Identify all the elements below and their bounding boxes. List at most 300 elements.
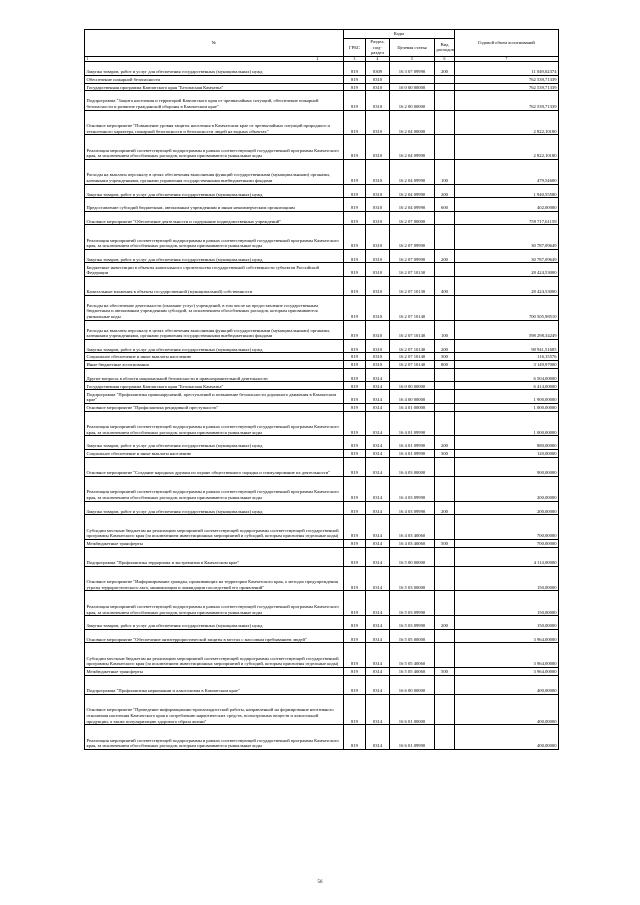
row-name: Государственная программа Камчатского края "Безопасная Камчатка" <box>85 382 344 390</box>
column-index <box>85 56 344 61</box>
row-target: 16 2 07 10130 <box>390 276 435 295</box>
row-amount: 150,00000 <box>455 591 559 616</box>
table-row <box>85 616 559 630</box>
row-name: Расходы на обеспечение деятельности (оказание услуг) учреждений, в том числе на предоставление государственным бюджетным и автономным учреждениям субсидий, за исключением обособленных расходов, которым присваиваются уникальные коды <box>85 295 344 320</box>
row-grbs: 819 <box>344 135 366 160</box>
row-grbs: 819 <box>344 91 366 110</box>
row-vid <box>435 91 455 110</box>
column-index: 5 <box>390 56 435 61</box>
row-vid <box>435 403 455 411</box>
row-razdel: 0310 <box>366 135 390 160</box>
row-razdel: 0314 <box>366 411 390 436</box>
row-grbs: 819 <box>344 476 366 501</box>
table-row <box>85 361 559 369</box>
row-grbs: 819 <box>344 320 366 339</box>
row-grbs: 819 <box>344 263 366 277</box>
table-row <box>85 135 559 160</box>
row-amount: 2 822,10180 <box>455 110 559 135</box>
row-amount: 28 424,53000 <box>455 276 559 295</box>
row-grbs: 819 <box>344 515 366 540</box>
row-target: 16 6 01 00000 <box>390 694 435 724</box>
row-grbs: 819 <box>344 295 366 320</box>
row-grbs: 819 <box>344 159 366 184</box>
row-razdel: 0310 <box>366 339 390 353</box>
row-razdel: 0310 <box>366 211 390 225</box>
row-amount: 6 414,00000 <box>455 382 559 390</box>
row-name: Закупка товаров, работ и услуг для обеспечения государственных (муниципальных) нужд <box>85 501 344 515</box>
row-amount: 150,00000 <box>455 616 559 630</box>
table-row <box>85 110 559 135</box>
table-row <box>85 339 559 353</box>
row-amount: 6 504,00000 <box>455 368 559 382</box>
row-target: 16 2 07 09990 <box>390 225 435 250</box>
row-name: Подпрограмма "Профилактика наркомании и алкоголизма в Камчатском крае" <box>85 675 344 694</box>
table-row <box>85 263 559 277</box>
row-target: 16 2 07 10130 <box>390 263 435 277</box>
row-razdel: 0314 <box>366 449 390 457</box>
table-row <box>85 566 559 591</box>
row-grbs: 819 <box>344 547 366 566</box>
row-name: Реализация мероприятий соответствующей подпрограммы в рамках соответствующей государственной программы Камчатского края, за исключением обособленных расходов, которым присваиваются уникальные коды <box>85 476 344 501</box>
row-razdel: 0310 <box>366 110 390 135</box>
table-row <box>85 501 559 515</box>
row-amount: 11 049,02374 <box>455 62 559 76</box>
row-vid <box>435 368 455 382</box>
row-razdel: 0310 <box>366 320 390 339</box>
row-amount: 402,00000 <box>455 198 559 212</box>
row-name: Реализация мероприятий соответствующей подпрограммы в рамках соответствующей государственной программы Камчатского края, за исключением обособленных расходов, которым присваиваются уникальные коды <box>85 725 344 750</box>
row-vid <box>435 390 455 404</box>
row-grbs: 819 <box>344 667 366 675</box>
table-row <box>85 91 559 110</box>
row-grbs: 819 <box>344 539 366 547</box>
row-target: 16 3 07 09990 <box>390 62 435 76</box>
row-target: 16 4 00 00000 <box>390 390 435 404</box>
table-row <box>85 198 559 212</box>
row-razdel: 0310 <box>366 75 390 83</box>
row-razdel: 0314 <box>366 382 390 390</box>
row-vid <box>435 382 455 390</box>
row-grbs: 819 <box>344 225 366 250</box>
row-amount: 479,54600 <box>455 159 559 184</box>
row-razdel: 0310 <box>366 361 390 369</box>
row-grbs: 819 <box>344 198 366 212</box>
row-name: Закупка товаров, работ и услуг для обеспечения государственных (муниципальных) нужд <box>85 249 344 263</box>
row-grbs: 819 <box>344 184 366 198</box>
row-target: 16 2 00 00000 <box>390 91 435 110</box>
row-name: Расходы на выплаты персоналу в целях обеспечения выполнения функций государственными (муниципальными) органами, казенными учреждениями, органами управления государственными внебюджетными фондами <box>85 320 344 339</box>
row-amount: 3 964,00000 <box>455 629 559 643</box>
row-vid: 200 <box>435 436 455 450</box>
row-vid <box>435 591 455 616</box>
row-grbs: 819 <box>344 276 366 295</box>
row-razdel: 0314 <box>366 476 390 501</box>
row-name: Закупка товаров, работ и услуг для обеспечения государственных (муниципальных) нужд <box>85 62 344 76</box>
row-razdel: 0310 <box>366 263 390 277</box>
row-name: Межбюджетные трансферты <box>85 539 344 547</box>
row-grbs: 819 <box>344 449 366 457</box>
row-vid <box>435 411 455 436</box>
row-vid: 200 <box>435 249 455 263</box>
row-amount: 700,00000 <box>455 515 559 540</box>
row-name: Капитальные вложения в объекты государственной (муниципальной) собственности <box>85 276 344 295</box>
row-name: Реализация мероприятий соответствующей подпрограммы в рамках соответствующей государственной программы Камчатского края, за исключением обособленных расходов, которым присваиваются уникальные коды <box>85 411 344 436</box>
row-grbs: 819 <box>344 75 366 83</box>
row-target: 16 2 07 09990 <box>390 249 435 263</box>
row-vid: 800 <box>435 361 455 369</box>
row-target: 16 2 07 10140 <box>390 320 435 339</box>
column-index: 3 <box>344 56 366 61</box>
table-row <box>85 629 559 643</box>
row-razdel: 0310 <box>366 249 390 263</box>
row-amount: 3 964,00000 <box>455 643 559 668</box>
row-grbs: 819 <box>344 591 366 616</box>
row-target: 16 5 05 00000 <box>390 629 435 643</box>
row-razdel: 0314 <box>366 667 390 675</box>
row-target: 16 5 03 00000 <box>390 566 435 591</box>
row-razdel: 0310 <box>366 184 390 198</box>
row-vid: 300 <box>435 353 455 361</box>
table-row <box>85 515 559 540</box>
header-razdel: Раздел, под-раздел <box>366 39 390 57</box>
column-index: 1 <box>86 56 89 61</box>
row-razdel: 0309 <box>366 62 390 76</box>
row-razdel: 0310 <box>366 198 390 212</box>
header-vid: Вид расходов <box>435 39 455 57</box>
page-number: 56 <box>317 880 323 885</box>
header-codes: Коды <box>344 30 455 39</box>
table-row <box>85 184 559 198</box>
row-vid: 200 <box>435 339 455 353</box>
column-index: 4 <box>366 56 390 61</box>
row-target: 16 5 03 09990 <box>390 616 435 630</box>
row-amount: 200,00000 <box>455 476 559 501</box>
row-grbs: 819 <box>344 566 366 591</box>
row-name: Закупка товаров, работ и услуг для обеспечения государственных (муниципальных) нужд <box>85 184 344 198</box>
row-name: Межбюджетные трансферты <box>85 667 344 675</box>
row-amount: 700,00000 <box>455 539 559 547</box>
row-vid: 500 <box>435 667 455 675</box>
row-amount: 1 000,00000 <box>455 403 559 411</box>
row-razdel: 0314 <box>366 629 390 643</box>
row-vid: 200 <box>435 616 455 630</box>
row-grbs: 819 <box>344 368 366 382</box>
row-vid: 100 <box>435 159 455 184</box>
row-razdel: 0314 <box>366 390 390 404</box>
row-vid <box>435 295 455 320</box>
row-target: 16 2 07 10140 <box>390 295 435 320</box>
table-row <box>85 276 559 295</box>
table-row <box>85 83 559 91</box>
budget-table <box>84 29 559 750</box>
row-target: 16 2 04 09990 <box>390 184 435 198</box>
table-row <box>85 295 559 320</box>
row-target: 16 2 07 10140 <box>390 339 435 353</box>
row-vid <box>435 547 455 566</box>
row-target: 16 5 00 00000 <box>390 547 435 566</box>
table-row <box>85 320 559 339</box>
row-razdel: 0314 <box>366 616 390 630</box>
row-razdel: 0310 <box>366 295 390 320</box>
row-target: 16 2 07 10140 <box>390 353 435 361</box>
row-name: Бюджетные инвестиции в объекты капитального строительства государственной собственности субъектов Российской Федерации <box>85 263 344 277</box>
row-amount: 1 900,00000 <box>455 390 559 404</box>
row-amount: 3 149,97000 <box>455 361 559 369</box>
row-vid <box>435 675 455 694</box>
row-vid <box>435 225 455 250</box>
row-vid <box>435 566 455 591</box>
row-razdel: 0310 <box>366 276 390 295</box>
header-grbs: ГРБС <box>344 39 366 57</box>
row-grbs: 819 <box>344 382 366 390</box>
row-razdel: 0314 <box>366 566 390 591</box>
row-target <box>390 75 435 83</box>
row-name: Подпрограмма "Защита населения и территорий Камчатского края от чрезвычайных ситуаций, обеспечение пожарной безопасности и развитие гражданской обороны в Камчатском крае" <box>85 91 344 110</box>
row-amount: 30 787,09649 <box>455 249 559 263</box>
table-row <box>85 225 559 250</box>
row-grbs: 819 <box>344 616 366 630</box>
row-target: 16 4 01 00000 <box>390 403 435 411</box>
row-grbs: 819 <box>344 501 366 515</box>
row-name: Основное мероприятие "Профилактика рецидивной преступности" <box>85 403 344 411</box>
row-vid: 100 <box>435 320 455 339</box>
row-target: 16 0 00 00000 <box>390 83 435 91</box>
row-razdel: 0310 <box>366 91 390 110</box>
row-target: 16 4 03 40060 <box>390 539 435 547</box>
row-target: 16 4 03 40060 <box>390 515 435 540</box>
row-amount: 3 964,00000 <box>455 667 559 675</box>
row-amount: 880,00000 <box>455 436 559 450</box>
budget-table-sheet <box>84 29 558 750</box>
row-target: 16 6 00 00000 <box>390 675 435 694</box>
row-vid <box>435 694 455 724</box>
row-amount: 400,00000 <box>455 694 559 724</box>
row-name: Реализация мероприятий соответствующей подпрограммы в рамках соответствующей государственной программы Камчатского края, за исключением обособленных расходов, которым присваиваются уникальные коды <box>85 135 344 160</box>
row-razdel: 0314 <box>366 403 390 411</box>
row-amount: 700 505,98510 <box>455 295 559 320</box>
row-amount: 1 000,00000 <box>455 411 559 436</box>
row-name: Основное мероприятие "Информирование граждан, проживающих на территории Камчатского края, о методах предупреждения угрозы террористического акта, минимизации и ликвидации последствий его проявлений" <box>85 566 344 591</box>
table-row <box>85 643 559 668</box>
row-name: Субсидии местным бюджетам на реализацию мероприятий соответствующей подпрограммы соответствующей государственной программы Камчатского края (за исключением инвестиционных мероприятий и субсидий, которым присвоены отдельные коды) <box>85 643 344 668</box>
table-body <box>85 62 559 750</box>
table-row <box>85 211 559 225</box>
row-grbs: 819 <box>344 436 366 450</box>
column-index: 6 <box>435 56 455 61</box>
table-row <box>85 368 559 382</box>
table-row <box>85 591 559 616</box>
table-row <box>85 390 559 404</box>
row-target: 16 2 04 00000 <box>390 110 435 135</box>
row-amount: 762 539,71339 <box>455 75 559 83</box>
row-vid <box>435 75 455 83</box>
row-grbs: 819 <box>344 457 366 476</box>
row-target: 16 2 07 10140 <box>390 361 435 369</box>
row-target: 16 4 01 09990 <box>390 436 435 450</box>
row-vid: 300 <box>435 449 455 457</box>
table-row <box>85 159 559 184</box>
row-vid: 200 <box>435 501 455 515</box>
row-grbs: 819 <box>344 83 366 91</box>
row-name: Закупка товаров, работ и услуг для обеспечения государственных (муниципальных) нужд <box>85 339 344 353</box>
row-vid: 200 <box>435 184 455 198</box>
table-row <box>85 249 559 263</box>
row-name: Реализация мероприятий соответствующей подпрограммы в рамках соответствующей государственной программы Камчатского края, за исключением обособленных расходов, которым присваиваются уникальные коды <box>85 225 344 250</box>
row-vid <box>435 135 455 160</box>
row-razdel: 0314 <box>366 643 390 668</box>
row-razdel: 0314 <box>366 675 390 694</box>
row-grbs: 819 <box>344 675 366 694</box>
row-grbs: 819 <box>344 249 366 263</box>
row-name: Подпрограмма "Профилактика терроризма и экстремизма в Камчатском крае" <box>85 547 344 566</box>
row-target <box>390 368 435 382</box>
row-razdel: 0310 <box>366 83 390 91</box>
table-row <box>85 539 559 547</box>
column-index: 7 <box>455 56 559 61</box>
row-target: 16 6 01 09990 <box>390 725 435 750</box>
row-target: 16 2 04 09990 <box>390 159 435 184</box>
table-row <box>85 667 559 675</box>
row-name: Иные бюджетные ассигнования <box>85 361 344 369</box>
row-grbs: 819 <box>344 211 366 225</box>
table-row <box>85 353 559 361</box>
row-amount: 400,00000 <box>455 675 559 694</box>
row-amount: 28 424,53000 <box>455 263 559 277</box>
table-row <box>85 694 559 724</box>
row-grbs: 819 <box>344 411 366 436</box>
row-target: 16 2 04 09990 <box>390 135 435 160</box>
row-name: Основное мероприятие "Создание народных дружин по охране общественного порядка и стимулирование их деятельности" <box>85 457 344 476</box>
row-grbs: 819 <box>344 643 366 668</box>
row-grbs: 819 <box>344 110 366 135</box>
row-vid <box>435 263 455 277</box>
row-vid <box>435 725 455 750</box>
row-target: 16 5 05 40060 <box>390 643 435 668</box>
row-grbs: 819 <box>344 62 366 76</box>
row-name: Основное мероприятие "Обеспечение антитеррористической защиты в местах с массовым пребыванием людей" <box>85 629 344 643</box>
row-grbs: 819 <box>344 725 366 750</box>
row-razdel: 0314 <box>366 547 390 566</box>
row-target: 16 4 03 09990 <box>390 501 435 515</box>
row-target: 16 5 03 09990 <box>390 591 435 616</box>
row-razdel: 0310 <box>366 225 390 250</box>
row-amount: 762 539,71339 <box>455 83 559 91</box>
row-amount: 150,00000 <box>455 566 559 591</box>
table-row <box>85 411 559 436</box>
row-razdel: 0314 <box>366 368 390 382</box>
row-name: Предоставление субсидий бюджетным, автономным учреждениям и иным некоммерческим организациям <box>85 198 344 212</box>
row-razdel: 0310 <box>366 159 390 184</box>
table-row <box>85 675 559 694</box>
row-name: Государственная программа Камчатского края "Безопасная Камчатка" <box>85 83 344 91</box>
row-name: Закупка товаров, работ и услуг для обеспечения государственных (муниципальных) нужд <box>85 436 344 450</box>
row-razdel: 0314 <box>366 436 390 450</box>
row-razdel: 0314 <box>366 501 390 515</box>
row-target: 16 2 07 00000 <box>390 211 435 225</box>
row-razdel: 0314 <box>366 725 390 750</box>
row-amount: 1 940,55580 <box>455 184 559 198</box>
row-name: Социальное обеспечение и иные выплаты населению <box>85 449 344 457</box>
row-name: Расходы на выплаты персоналу в целях обеспечения выполнения функций государственными (муниципальными) органами, казенными учреждениями, органами управления государственными внебюджетными фондами <box>85 159 344 184</box>
row-name: Основное мероприятие "Проведение информационно-пропагандистской работы, направленной на формирование негативного отношения населения Камчатского края к потреблению наркотических средств, психотропных веществ и алкогольной продукции, а также популяризацию здорового образа жизни" <box>85 694 344 724</box>
row-amount: 762 539,71339 <box>455 91 559 110</box>
row-target: 16 4 03 09990 <box>390 476 435 501</box>
row-amount: 759 717,61159 <box>455 211 559 225</box>
row-razdel: 0314 <box>366 539 390 547</box>
row-razdel: 0314 <box>366 515 390 540</box>
row-amount: 116,15576 <box>455 353 559 361</box>
header-target: Целевая статья <box>390 39 435 57</box>
row-grbs: 819 <box>344 629 366 643</box>
row-name: Другие вопросы в области национальной безопасности и правоохранительной деятельности <box>85 368 344 382</box>
row-name: Реализация мероприятий соответствующей подпрограммы в рамках соответствующей государственной программы Камчатского края, за исключением обособленных расходов, которым присваиваются уникальные коды <box>85 591 344 616</box>
row-vid <box>435 83 455 91</box>
table-row <box>85 436 559 450</box>
header-number: № <box>85 30 344 57</box>
header-annual: Годовой объем ассигнований <box>455 30 559 57</box>
row-vid <box>435 211 455 225</box>
table-row <box>85 62 559 76</box>
row-grbs: 819 <box>344 694 366 724</box>
row-amount: 4 114,00000 <box>455 547 559 566</box>
row-amount: 120,00000 <box>455 449 559 457</box>
row-vid <box>435 110 455 135</box>
row-name: Основное мероприятие "Повышение уровня защиты населения в Камчатском крае от чрезвычайных ситуаций природного и техногенного характера, пожарной безопасности и безопасности людей на водных объектах" <box>85 110 344 135</box>
row-vid <box>435 629 455 643</box>
row-vid <box>435 457 455 476</box>
row-grbs: 819 <box>344 403 366 411</box>
table-row <box>85 725 559 750</box>
row-amount: 30 787,09649 <box>455 225 559 250</box>
row-amount: 2 822,10180 <box>455 135 559 160</box>
row-amount: 598 298,34249 <box>455 320 559 339</box>
row-grbs: 819 <box>344 361 366 369</box>
table-row <box>85 547 559 566</box>
table-row <box>85 75 559 83</box>
table-row <box>85 403 559 411</box>
row-vid <box>435 643 455 668</box>
row-target: 16 2 04 09990 <box>390 198 435 212</box>
row-razdel: 0310 <box>366 353 390 361</box>
row-vid <box>435 515 455 540</box>
row-vid: 200 <box>435 62 455 76</box>
row-razdel: 0314 <box>366 694 390 724</box>
column-index: 2 <box>316 56 319 61</box>
row-grbs: 819 <box>344 353 366 361</box>
row-razdel: 0314 <box>366 591 390 616</box>
row-name: Обеспечение пожарной безопасности <box>85 75 344 83</box>
table-row <box>85 476 559 501</box>
row-vid <box>435 476 455 501</box>
row-grbs: 819 <box>344 390 366 404</box>
row-name: Закупка товаров, работ и услуг для обеспечения государственных (муниципальных) нужд <box>85 616 344 630</box>
row-target: 16 5 05 40060 <box>390 667 435 675</box>
table-row <box>85 449 559 457</box>
row-name: Основное мероприятие "Обеспечение деятельности и содержание подведомственных учреждений" <box>85 211 344 225</box>
table-row <box>85 457 559 476</box>
row-razdel: 0314 <box>366 457 390 476</box>
row-name: Подпрограмма "Профилактика правонарушений, преступлений и повышение безопасности дорожного движения в Камчатском крае" <box>85 390 344 404</box>
row-amount: 200,00000 <box>455 501 559 515</box>
row-target: 16 0 00 00000 <box>390 382 435 390</box>
row-name: Субсидии местным бюджетам на реализацию мероприятий соответствующей подпрограммы соответствующей государственной программы Камчатского края (за исключением инвестиционных мероприятий и субсидий, которым присвоены отдельные коды) <box>85 515 344 540</box>
row-target: 16 4 03 00000 <box>390 457 435 476</box>
row-name: Социальное обеспечение и иные выплаты населению <box>85 353 344 361</box>
row-vid: 600 <box>435 198 455 212</box>
row-amount: 400,00000 <box>455 725 559 750</box>
row-target: 16 4 01 09990 <box>390 411 435 436</box>
row-amount: 98 941,51685 <box>455 339 559 353</box>
